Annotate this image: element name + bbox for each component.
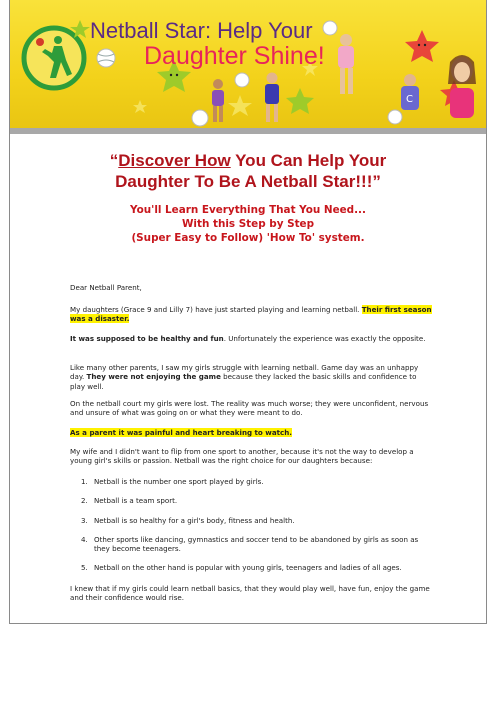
main-headline bbox=[10, 150, 486, 192]
paragraph-2-bold: It was supposed to be healthy and fun bbox=[70, 334, 224, 343]
headline-line1-rest: You Can Help Your bbox=[230, 151, 387, 170]
banner-title-line1: Netball Star: Help Your bbox=[90, 18, 313, 43]
paragraph-3 bbox=[70, 363, 432, 391]
headline-quote: “ bbox=[109, 151, 119, 170]
list-item-number: 5. bbox=[81, 563, 88, 572]
banner-title-line2: Daughter Shine! bbox=[144, 42, 325, 70]
paragraph-1 bbox=[70, 305, 432, 324]
paragraph-2-text: . Unfortunately the experience was exactly the opposite. bbox=[223, 334, 426, 343]
star-character-icon-2 bbox=[286, 88, 314, 114]
headline-line1 bbox=[10, 150, 486, 171]
girl-player-figure-2 bbox=[265, 73, 279, 123]
list-item-text: Other sports like dancing, gymnastics and soccer tend to be abandoned by girls as soon as they become teenagers. bbox=[94, 535, 419, 554]
discover-how-link[interactable]: Discover How bbox=[118, 151, 231, 170]
girl-player-figure-3 bbox=[338, 34, 354, 94]
subheadline bbox=[10, 203, 486, 245]
subhead-line1: You'll Learn Everything That You Need... bbox=[130, 204, 366, 216]
sales-page bbox=[9, 0, 487, 624]
header-banner bbox=[10, 0, 486, 134]
girl-player-figure-1 bbox=[212, 79, 224, 122]
paragraph-7: I knew that if my girls could learn netball basics, that they would play well, have fun, enjoy the game and their confidence would rise. bbox=[70, 584, 430, 603]
list-item-text: Netball on the other hand is popular with young girls, teenagers and ladies of all ages. bbox=[94, 563, 402, 572]
list-item-number: 2. bbox=[81, 496, 88, 505]
netball-icon-4 bbox=[388, 110, 402, 124]
headline-line2: Daughter To Be A Netball Star!!!” bbox=[115, 172, 381, 191]
girl-player-figure-4 bbox=[401, 74, 419, 110]
paragraph-5-highlight: As a parent it was painful and heart breaking to watch. bbox=[70, 428, 292, 437]
paragraph-3-text-a: Like many other parents, I saw my girls struggle with learning netball. Game day was an unhappy day. bbox=[70, 363, 419, 382]
netball-icon-2 bbox=[323, 21, 337, 35]
list-item-text: Netball is so healthy for a girl's body, fitness and health. bbox=[94, 516, 295, 525]
paragraph-3-bold: They were not enjoying the game bbox=[86, 372, 221, 382]
netball-icon-5 bbox=[192, 110, 208, 126]
list-item-text: Netball is the number one sport played by girls. bbox=[94, 477, 264, 486]
paragraph-4: On the netball court my girls were lost. The reality was much worse; they were unconfident, nervous and unsure of what was going on or what they were meant to do. bbox=[70, 399, 429, 418]
list-item-number: 4. bbox=[81, 535, 88, 544]
list-item-text: Netball is a team sport. bbox=[94, 496, 178, 505]
svg-text:C: C bbox=[406, 94, 413, 105]
subhead-line2: With this Step by Step bbox=[181, 218, 315, 230]
paragraph-6: My wife and I didn't want to flip from one sport to another, because it's not the way to develop a young girl's skills or passion. Netball was the right choice for our daughters because: bbox=[70, 447, 414, 466]
paragraph-2 bbox=[70, 334, 432, 343]
subhead-line3: (Super Easy to Follow) 'How To' system. bbox=[131, 232, 365, 244]
netball-icon-3 bbox=[235, 73, 249, 87]
list-item-number: 3. bbox=[81, 516, 88, 525]
netball-icon-1 bbox=[97, 49, 115, 67]
paragraph-1-highlight: Their first season was a disaster. bbox=[70, 305, 432, 324]
paragraph-1-text: My daughters (Grace 9 and Lilly 7) have just started playing and learning netball. bbox=[70, 305, 362, 314]
salutation: Dear Netball Parent, bbox=[70, 283, 142, 292]
paragraph-3-text-b: because they lacked the basic skills and confidence to play well. bbox=[70, 372, 417, 391]
paragraph-5 bbox=[70, 428, 432, 437]
star-character-icon-3 bbox=[405, 30, 439, 62]
list-item-number: 1. bbox=[81, 477, 88, 486]
